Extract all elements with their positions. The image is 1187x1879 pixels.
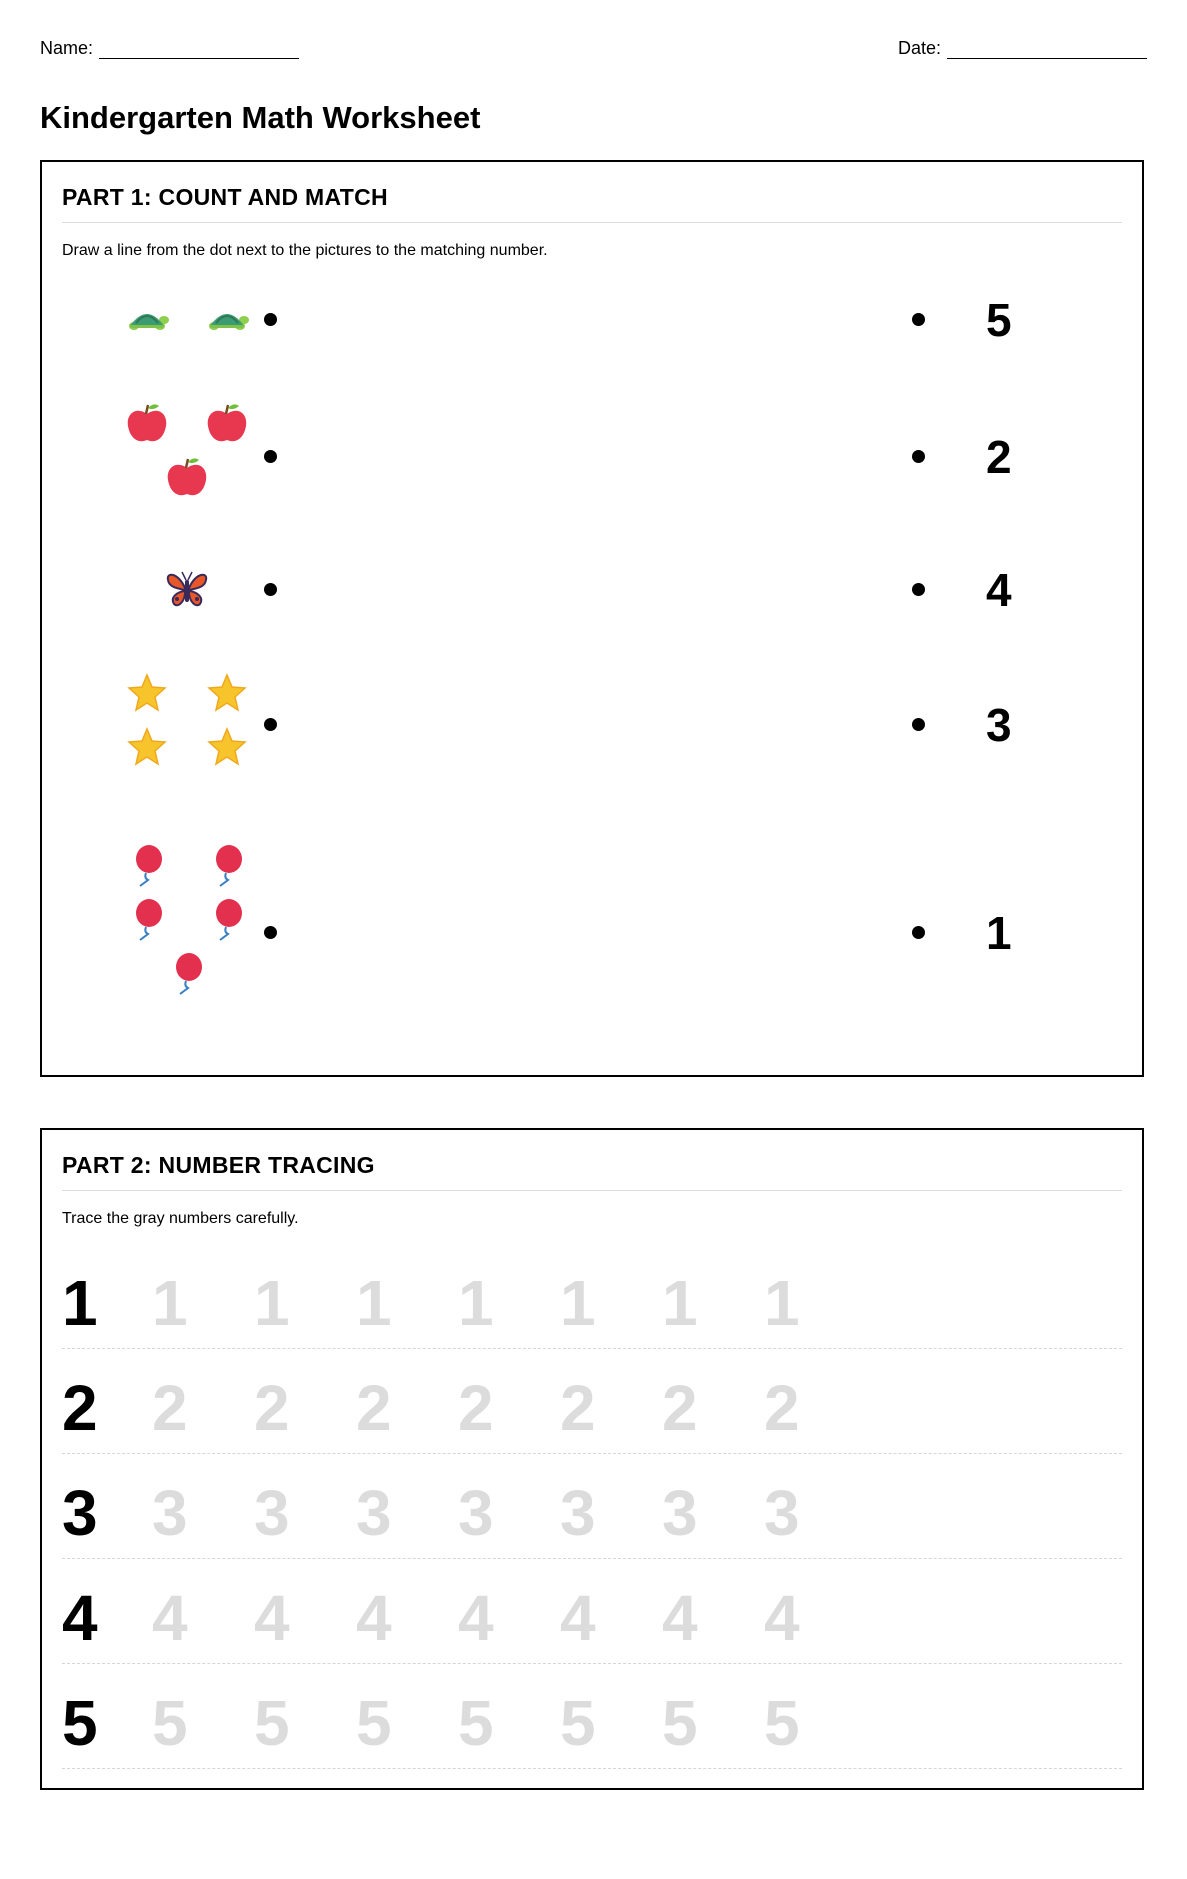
match-number: 2 (986, 431, 1012, 483)
trace-ghost-digit[interactable]: 3 (152, 1477, 188, 1549)
trace-ghost-digit[interactable]: 1 (254, 1267, 290, 1339)
part1-instructions: Draw a line from the dot next to the pictures to the matching number. (62, 242, 548, 259)
trace-row (62, 1454, 1122, 1559)
picture-group (112, 296, 262, 342)
name-label: Name: (40, 38, 94, 58)
right-match-dot[interactable] (912, 313, 925, 326)
trace-ghost-digit[interactable]: 3 (356, 1477, 392, 1549)
trace-ghost-digit[interactable]: 3 (662, 1477, 698, 1549)
trace-ghost-digit[interactable]: 2 (152, 1372, 188, 1444)
trace-ghost-digit[interactable]: 4 (458, 1582, 494, 1654)
star-icon (204, 670, 250, 716)
trace-ghost-digit[interactable]: 2 (254, 1372, 290, 1444)
trace-ghost-digit[interactable]: 2 (764, 1372, 800, 1444)
butterfly-icon (164, 566, 210, 612)
name-field[interactable] (40, 38, 299, 59)
balloon-icon (204, 842, 250, 888)
right-match-dot[interactable] (912, 583, 925, 596)
trace-model-digit: 1 (62, 1267, 98, 1339)
trace-ghost-digit[interactable]: 4 (254, 1582, 290, 1654)
match-number: 3 (986, 699, 1012, 751)
trace-model-digit: 3 (62, 1477, 98, 1549)
part2-instructions: Trace the gray numbers carefully. (62, 1210, 299, 1227)
trace-ghost-digit[interactable]: 5 (458, 1687, 494, 1759)
part2-heading: PART 2: NUMBER TRACING (62, 1152, 375, 1178)
match-row (42, 666, 1142, 780)
trace-ghost-digit[interactable]: 5 (662, 1687, 698, 1759)
trace-ghost-digit[interactable]: 4 (662, 1582, 698, 1654)
left-match-dot[interactable] (264, 313, 277, 326)
trace-ghost-digit[interactable]: 2 (458, 1372, 494, 1444)
part1-heading: PART 1: COUNT AND MATCH (62, 184, 388, 210)
match-row (42, 842, 1142, 1022)
balloon-icon (124, 842, 170, 888)
right-match-dot[interactable] (912, 450, 925, 463)
turtle-icon (204, 296, 250, 342)
picture-group (112, 400, 262, 500)
match-number: 5 (986, 294, 1012, 346)
trace-row (62, 1559, 1122, 1664)
apple-icon (204, 400, 250, 446)
match-number: 4 (986, 564, 1012, 616)
trace-ghost-digit[interactable]: 4 (152, 1582, 188, 1654)
trace-row (62, 1244, 1122, 1349)
page-title: Kindergarten Math Worksheet (40, 100, 481, 135)
star-icon (124, 670, 170, 716)
left-match-dot[interactable] (264, 450, 277, 463)
part2-section (40, 1128, 1144, 1790)
picture-group (112, 670, 262, 770)
trace-row (62, 1349, 1122, 1454)
trace-row (62, 1664, 1122, 1769)
trace-ghost-digit[interactable]: 2 (662, 1372, 698, 1444)
trace-ghost-digit[interactable]: 5 (152, 1687, 188, 1759)
trace-ghost-digit[interactable]: 2 (560, 1372, 596, 1444)
trace-ghost-digit[interactable]: 5 (254, 1687, 290, 1759)
left-match-dot[interactable] (264, 718, 277, 731)
trace-ghost-digit[interactable]: 4 (356, 1582, 392, 1654)
date-blank-line[interactable] (947, 42, 1147, 59)
name-blank-line[interactable] (99, 42, 299, 59)
match-row (42, 292, 1142, 352)
trace-model-digit: 5 (62, 1687, 98, 1759)
balloon-icon (204, 896, 250, 942)
trace-ghost-digit[interactable]: 1 (662, 1267, 698, 1339)
left-match-dot[interactable] (264, 926, 277, 939)
trace-ghost-digit[interactable]: 5 (356, 1687, 392, 1759)
balloon-icon (124, 896, 170, 942)
trace-ghost-digit[interactable]: 1 (560, 1267, 596, 1339)
trace-ghost-digit[interactable]: 1 (458, 1267, 494, 1339)
star-icon (204, 724, 250, 770)
part1-divider (62, 222, 1122, 223)
trace-ghost-digit[interactable]: 1 (152, 1267, 188, 1339)
trace-ghost-digit[interactable]: 3 (254, 1477, 290, 1549)
trace-ghost-digit[interactable]: 4 (764, 1582, 800, 1654)
picture-group (112, 842, 262, 996)
apple-icon (124, 400, 170, 446)
trace-ghost-digit[interactable]: 3 (560, 1477, 596, 1549)
trace-ghost-digit[interactable]: 2 (356, 1372, 392, 1444)
right-match-dot[interactable] (912, 718, 925, 731)
part1-section (40, 160, 1144, 1077)
match-row (42, 562, 1142, 622)
trace-model-digit: 2 (62, 1372, 98, 1444)
right-match-dot[interactable] (912, 926, 925, 939)
apple-icon (164, 454, 210, 500)
trace-ghost-digit[interactable]: 1 (764, 1267, 800, 1339)
trace-model-digit: 4 (62, 1582, 98, 1654)
match-row (42, 400, 1142, 510)
star-icon (124, 724, 170, 770)
balloon-icon (164, 950, 210, 996)
date-field[interactable] (898, 38, 1147, 59)
trace-ghost-digit[interactable]: 5 (560, 1687, 596, 1759)
trace-ghost-digit[interactable]: 3 (764, 1477, 800, 1549)
worksheet-header (40, 38, 1147, 62)
trace-ghost-digit[interactable]: 3 (458, 1477, 494, 1549)
match-number: 1 (986, 907, 1012, 959)
left-match-dot[interactable] (264, 583, 277, 596)
date-label: Date: (897, 38, 941, 58)
turtle-icon (124, 296, 170, 342)
trace-ghost-digit[interactable]: 4 (560, 1582, 596, 1654)
trace-ghost-digit[interactable]: 1 (356, 1267, 392, 1339)
picture-group (112, 566, 262, 612)
trace-ghost-digit[interactable]: 5 (764, 1687, 800, 1759)
part2-divider (62, 1190, 1122, 1191)
